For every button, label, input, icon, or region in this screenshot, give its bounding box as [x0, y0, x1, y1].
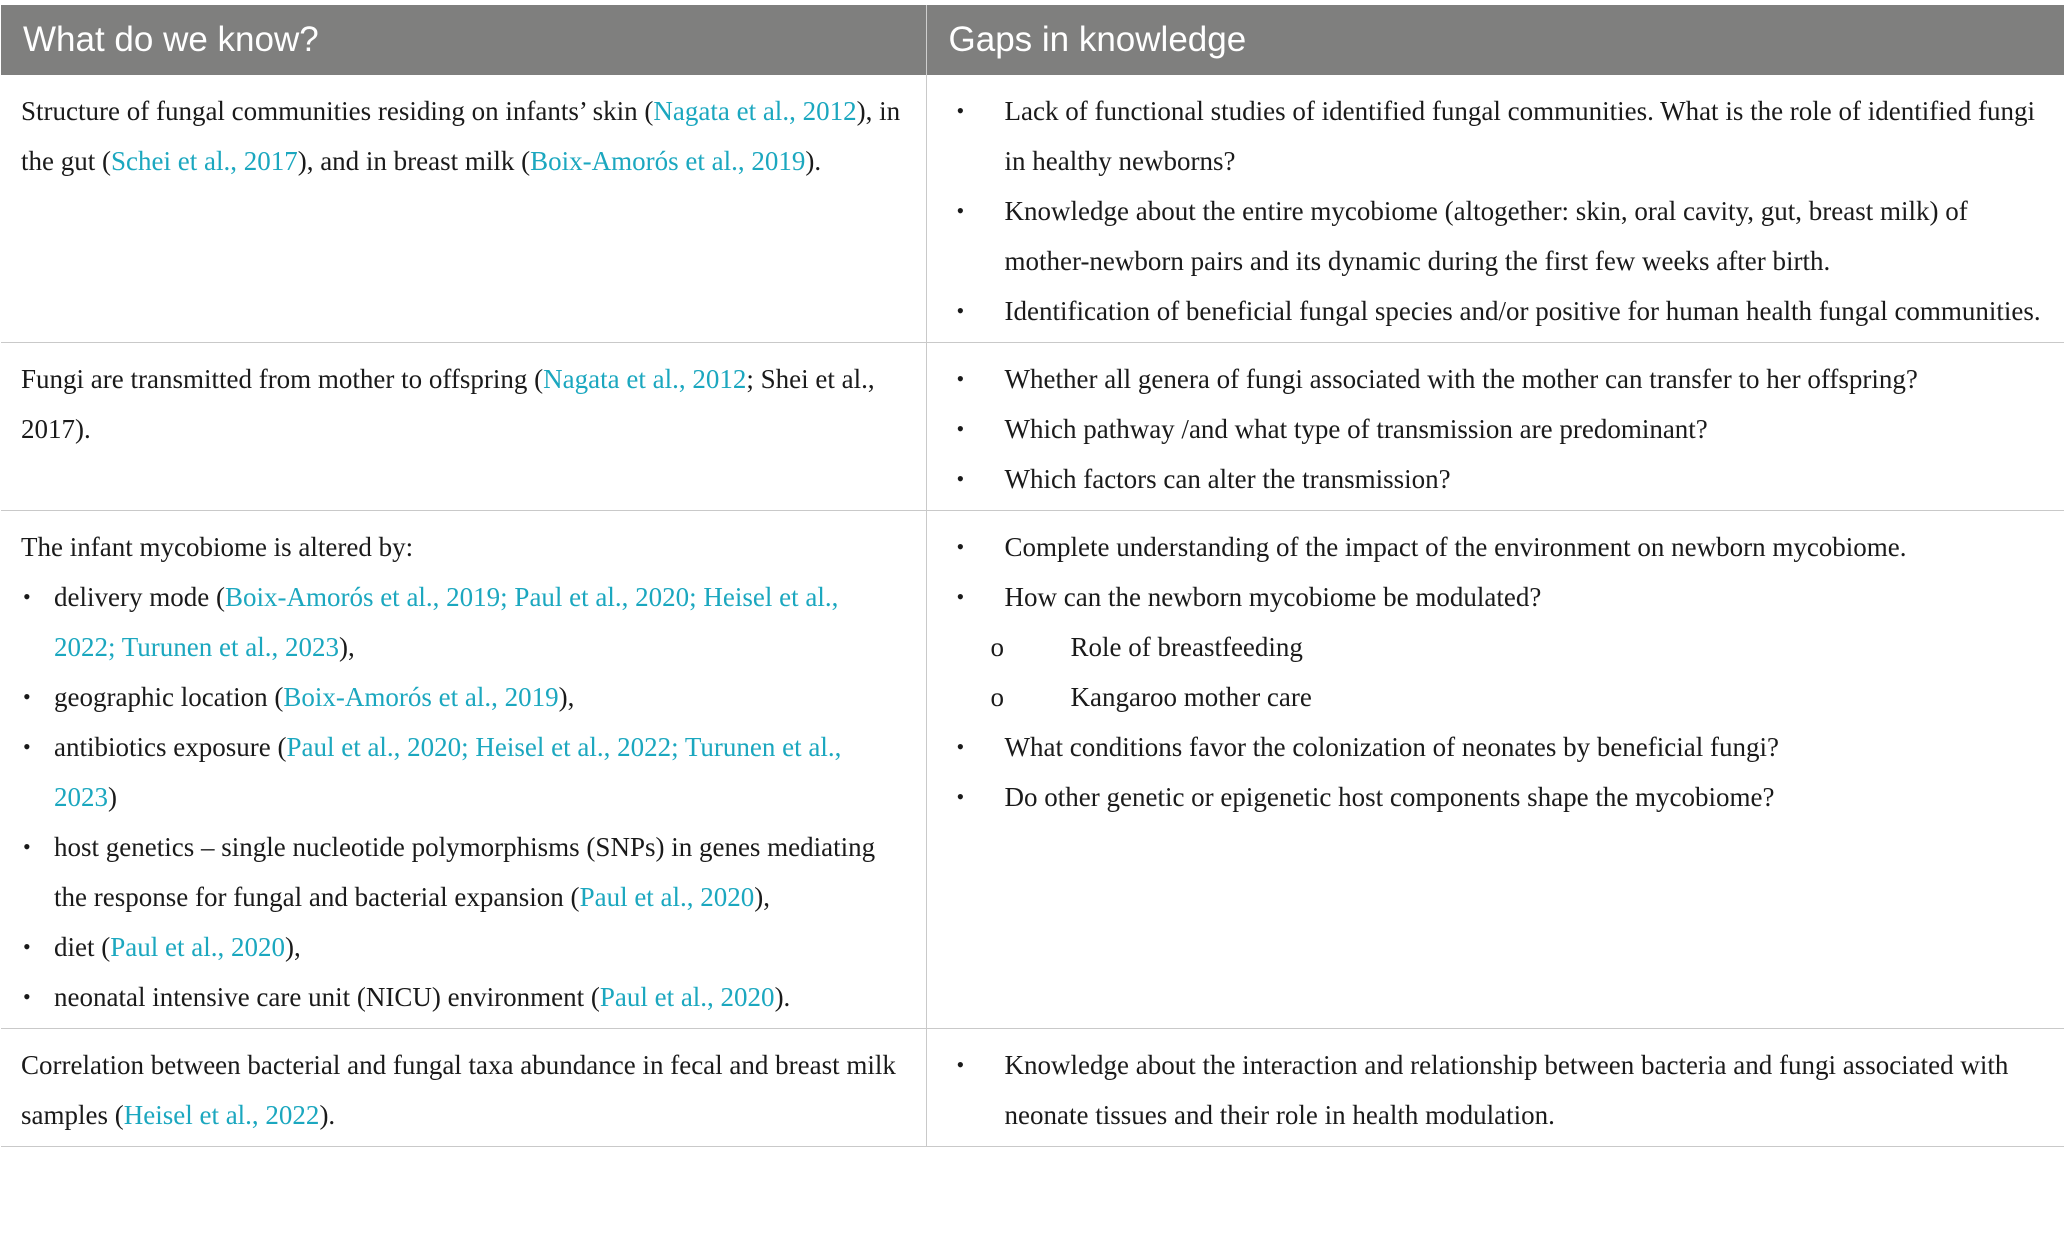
header-what-do-we-know: What do we know? [1, 5, 926, 75]
gaps-list [955, 1040, 2045, 1140]
known-text [21, 86, 906, 186]
gaps-cell [926, 75, 2064, 343]
text-run: ), and in breast milk ( [297, 146, 531, 176]
text-run: ; Shei et al., 2017). [21, 364, 875, 444]
text-run: ), [339, 632, 355, 662]
gaps-list [955, 86, 2045, 336]
gaps-cell [926, 1029, 2064, 1147]
gap-item: • Which factors can alter the transmission? [955, 454, 2045, 504]
gap-subitem: o Role of breastfeeding [955, 622, 2045, 672]
known-cell [1, 343, 926, 511]
factor-item [21, 922, 906, 972]
text-run: Correlation between bacterial and fungal taxa abundance in fecal and breast milk samples ( [21, 1050, 896, 1130]
header-gaps-in-knowledge: Gaps in knowledge [926, 5, 2064, 75]
citation-link[interactable]: Nagata et al., 2012 [543, 364, 747, 394]
text-run: delivery mode ( [54, 582, 225, 612]
gap-subitem: o Kangaroo mother care [955, 672, 2045, 722]
text-run: host genetics – single nucleotide polymorphisms (SNPs) in genes mediating the response for fungal and bacterial expansion ( [54, 832, 876, 912]
citation-link[interactable]: Heisel et al., 2022 [123, 1100, 320, 1130]
citation-link[interactable]: Boix-Amorós et al., 2019; Paul et al., 2020; Heisel et al., 2022; Turunen et al., 2023 [54, 582, 839, 662]
factor-item [21, 572, 906, 672]
text-run: Structure of fungal communities residing on infants’ skin ( [21, 96, 654, 126]
citation-link[interactable]: Nagata et al., 2012 [653, 96, 857, 126]
gaps-sublist [955, 622, 2045, 722]
text-run: ). [319, 1100, 336, 1130]
known-intro: The infant mycobiome is altered by: [21, 532, 414, 562]
known-text [21, 1040, 906, 1140]
gap-item: • Identification of beneficial fungal species and/or positive for human health fungal communities. [955, 286, 2045, 336]
factor-item [21, 672, 906, 722]
known-text [21, 354, 906, 454]
citation-link[interactable]: Paul et al., 2020 [599, 982, 775, 1012]
factor-item [21, 722, 906, 822]
known-cell [1, 511, 926, 1029]
gaps-cell [926, 343, 2064, 511]
gap-item: • Lack of functional studies of identified fungal communities. What is the role of identified fungi in healthy newborns? [955, 86, 2045, 186]
text-run: ). [805, 146, 822, 176]
table-row [1, 1029, 2064, 1147]
text-run: ). [774, 982, 791, 1012]
citation-link[interactable]: Paul et al., 2020 [579, 882, 755, 912]
text-run: ), [558, 682, 575, 712]
text-run: ) [108, 782, 117, 812]
citation-link[interactable]: Schei et al., 2017 [110, 146, 298, 176]
gap-item: • Whether all genera of fungi associated with the mother can transfer to her offspring? [955, 354, 2045, 404]
table-row [1, 511, 2064, 1029]
table-row [1, 75, 2064, 343]
gaps-cell [926, 511, 2064, 1029]
gap-item: • Do other genetic or epigenetic host components shape the mycobiome? [955, 772, 2045, 822]
known-cell [1, 75, 926, 343]
citation-link[interactable]: Boix-Amorós et al., 2019 [530, 146, 806, 176]
gaps-list [955, 522, 2045, 622]
gaps-list [955, 354, 2045, 504]
gap-item: • Complete understanding of the impact of the environment on newborn mycobiome. [955, 522, 2045, 572]
citation-link[interactable]: Boix-Amorós et al., 2019 [283, 682, 559, 712]
citation-link[interactable]: Paul et al., 2020; Heisel et al., 2022; Turunen et al., 2023 [54, 732, 842, 812]
gap-item: • Knowledge about the interaction and relationship between bacteria and fungi associated with neonate tissues and their role in health modulation. [955, 1040, 2045, 1140]
gap-item: • Which pathway /and what type of transmission are predominant? [955, 404, 2045, 454]
known-cell [1, 1029, 926, 1147]
factor-item [21, 972, 906, 1022]
factors-list [21, 572, 906, 1022]
text-run: Fungi are transmitted from mother to offspring ( [21, 364, 544, 394]
text-run: geographic location ( [54, 682, 284, 712]
gap-item: • What conditions favor the colonization of neonates by beneficial fungi? [955, 722, 2045, 772]
knowledge-gaps-table [1, 5, 2064, 1147]
text-run: ), [284, 932, 301, 962]
text-run: ), [754, 882, 771, 912]
text-run: neonatal intensive care unit (NICU) environment ( [54, 982, 600, 1012]
gap-item: • How can the newborn mycobiome be modulated? [955, 572, 2045, 622]
factor-item [21, 822, 906, 922]
text-run: diet ( [54, 932, 111, 962]
table-header-row [1, 5, 2064, 75]
citation-link[interactable]: Paul et al., 2020 [110, 932, 285, 962]
text-run: antibiotics exposure ( [54, 732, 287, 762]
gap-item: • Knowledge about the entire mycobiome (altogether: skin, oral cavity, gut, breast milk) of mother-newborn pairs and its dynamic during the first few weeks after birth. [955, 186, 2045, 286]
gaps-list-continued [955, 722, 2045, 822]
text-run: ), in the gut ( [21, 96, 901, 176]
table-row [1, 343, 2064, 511]
